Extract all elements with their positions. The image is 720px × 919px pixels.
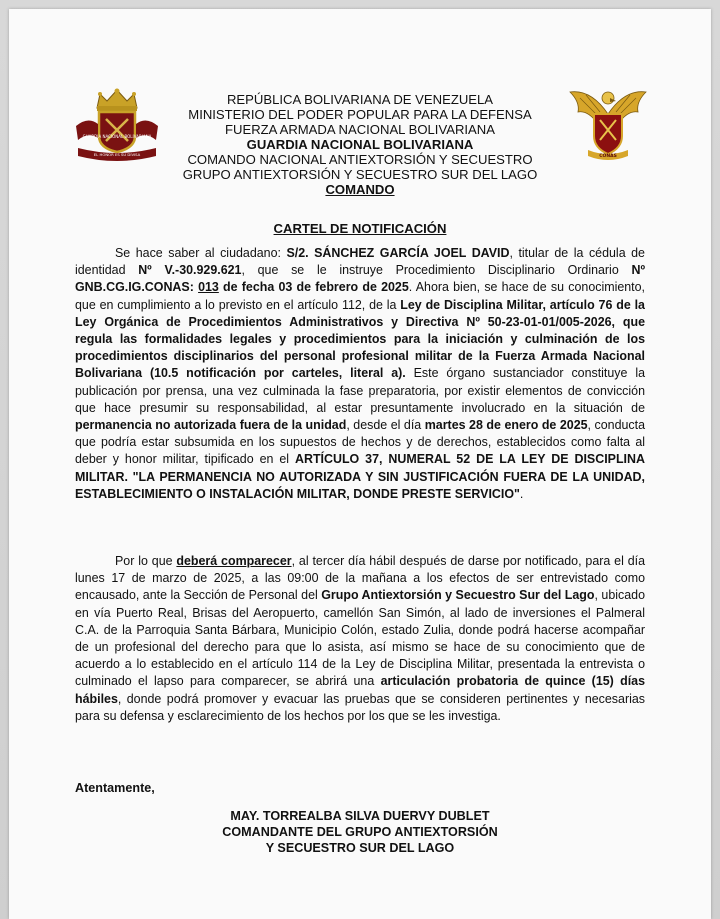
text-run: ARTÍCULO 37, NUMERAL 52 DE LA LEY DE DISCIPLINA MILITAR. "LA PERMANENCIA NO AUTORIZADA Y SIN JUSTIFICACIÓN FUERA DE LA UNIDAD, ESTABLECIMIENTO O INSTALACIÓN MILITAR, DONDE PRESTE SERVICIO"	[75, 452, 645, 501]
text-run: , titular de la cédula de identidad	[75, 246, 645, 278]
text-run: .	[519, 486, 524, 501]
text-run: Nº V.-30.929.621	[138, 263, 242, 278]
header-republic: REPÚBLICA BOLIVARIANA DE VENEZUELA	[226, 92, 494, 107]
notification-paragraph-2	[75, 553, 645, 725]
text-run: Nº GNB.CG.IG.CONAS:	[75, 263, 645, 295]
text-run: Grupo Antiextorsión y Secuestro Sur del Lago	[321, 588, 595, 603]
closing-text: Atentamente,	[75, 781, 155, 795]
text-run: articulación probatoria de quince (15) días hábiles	[75, 674, 645, 706]
crest-left-motto: EL HONOR ES SU DIVISA	[93, 152, 141, 157]
notification-paragraph-1	[75, 245, 645, 503]
text-run: , que se le instruye Procedimiento Disciplinario Ordinario	[241, 263, 632, 278]
text-run: S/2. SÁNCHEZ GARCÍA JOEL DAVID	[286, 246, 510, 260]
crest-left-text: GUARDIA NACIONAL BOLIVARIANA	[82, 134, 152, 139]
signature-role: COMANDANTE DEL GRUPO ANTIEXTORSIÓN	[222, 825, 498, 839]
header-group: GRUPO ANTIEXTORSIÓN Y SECUESTRO SUR DEL LAGO	[182, 167, 538, 182]
text-run: , donde podrá promover y evacuar las pruebas que se consideren pertinentes y necesarias para su defensa y esclarecimiento de los hechos por los que se les investiga.	[75, 691, 645, 723]
header-comando: COMANDO	[325, 182, 395, 197]
header-guard: GUARDIA NACIONAL BOLIVARIANA	[246, 137, 474, 152]
text-run: de fecha 03 de febrero de 2025	[218, 280, 409, 295]
text-run: permanencia no autorizada fuera de la unidad	[75, 418, 347, 433]
text-run: , conducta que podría estar subsumida en los supuestos de hechos y de derechos, establecidos como falta al deber y honor militar, tipificado en el	[75, 418, 646, 467]
header-armed-force: FUERZA ARMADA NACIONAL BOLIVARIANA	[225, 122, 495, 137]
document-title: CARTEL DE NOTIFICACIÓN	[273, 221, 447, 236]
text-run: 013	[198, 280, 219, 295]
document-header	[0, 92, 720, 197]
text-run: , ubicado en vía Puerto Real, Brisas del Aeropuerto, camellón San Simón, al lado de inversiones el Palmeral C.A. de la Parroquia Santa Bárbara, Municipio Colón, estado Zulia, donde podrá hacerse acompañar de un profesional del derecho para que lo asista, así mismo se hace de su conocimiento que de acuerdo a lo establecido en el artículo 114 de la Ley de Disciplina Militar, presentada la entrevista o culminado el lapso para comparecer, se abrirá una	[75, 588, 645, 689]
header-ministry: MINISTERIO DEL PODER POPULAR PARA LA DEFENSA	[188, 107, 532, 122]
signature-unit: Y SECUESTRO SUR DEL LAGO	[265, 841, 455, 855]
text-run: deberá comparecer	[176, 554, 292, 568]
text-run: , desde el día	[346, 418, 425, 433]
text-run: , al tercer día hábil después de darse por notificado, para el día lunes 17 de marzo de 2025, a las 09:00 de la mañana a los efectos de ser entrevistado como encausado, ante la Sección de Personal del	[75, 554, 646, 603]
text-run: Ley de Disciplina Militar, artículo 76 de la Ley Orgánica de Procedimientos Administrativos y Directiva Nº 50-23-01-01/005-2026, que regula las formalidades legales y procedimientos para la iniciación y culminación de los procedimientos disciplinarios del personal profesional militar de la Fuerza Armada Nacional Bolivariana (10.5 notificación por carteles, literal a).	[75, 297, 645, 381]
text-run: martes 28 de enero de 2025	[424, 418, 588, 433]
text-run: . Ahora bien, se hace de su conocimiento, que en cumplimiento a lo previsto en el artículo 112, de la	[75, 280, 646, 312]
text-run: Por lo que	[115, 554, 177, 568]
text-run: Se hace saber al ciudadano:	[115, 246, 287, 260]
signature-name: MAY. TORREALBA SILVA DUERVY DUBLET	[230, 809, 490, 823]
header-command: COMANDO NACIONAL ANTIEXTORSIÓN Y SECUESTRO	[187, 152, 533, 167]
crest-right-text: CONAS	[599, 154, 617, 159]
signature-block	[0, 808, 720, 856]
text-run: Este órgano sustanciador constituye la publicación por prensa, una vez culminada la fase preparatoria, por existir elementos de convicción que hace presumir su responsabilidad, al estar presuntamente involucrado en la situación de	[75, 366, 646, 415]
